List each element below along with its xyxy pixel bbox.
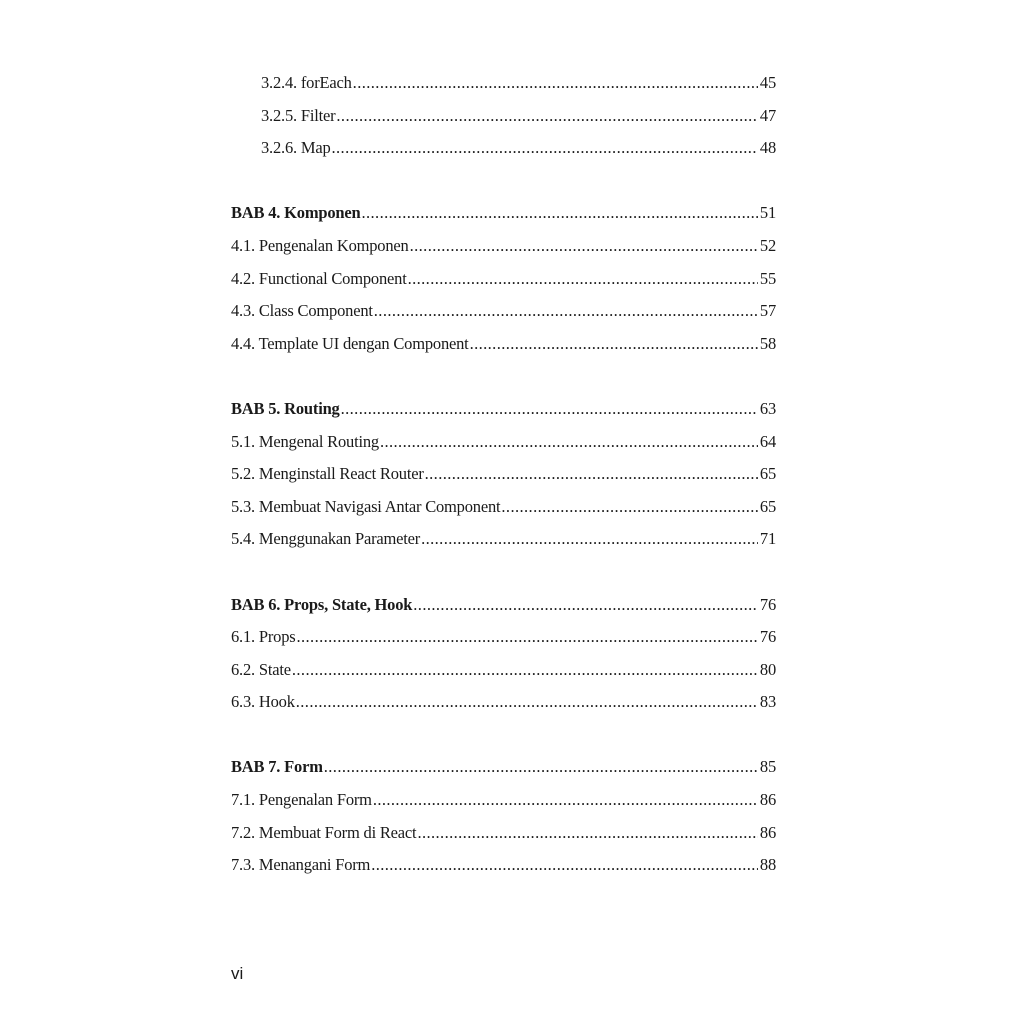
dot-leader — [470, 328, 758, 361]
dot-leader — [353, 67, 758, 100]
toc-entry-title: 6.3. Hook — [231, 692, 295, 712]
dot-leader — [341, 393, 758, 426]
toc-entry-page: 86 — [759, 822, 776, 842]
toc-entry-page: 65 — [759, 464, 776, 484]
section-gap — [231, 165, 776, 198]
toc-entry-title: 4.4. Template UI dengan Component — [231, 333, 469, 353]
toc-entry-title: 5.1. Mengenal Routing — [231, 431, 379, 451]
toc-entry-page: 83 — [759, 692, 776, 712]
toc-entry-6-3 — [231, 686, 776, 719]
toc-entry-page: 58 — [759, 333, 776, 353]
dot-leader — [380, 426, 758, 459]
toc-chapter-page: 51 — [759, 203, 776, 223]
toc-chapter-bab-6 — [231, 589, 776, 622]
dot-leader — [373, 784, 758, 817]
toc-entry-7-2 — [231, 817, 776, 850]
page-number: vi — [231, 964, 244, 983]
dot-leader — [421, 523, 758, 556]
dot-leader — [296, 621, 757, 654]
dot-leader — [417, 817, 757, 850]
toc-chapter-bab-5 — [231, 393, 776, 426]
toc-entry-title: 7.1. Pengenalan Form — [231, 790, 372, 810]
toc-entry-5-2 — [231, 458, 776, 491]
toc-entry-title: 4.3. Class Component — [231, 301, 373, 321]
toc-entry-title: 7.3. Menangani Form — [231, 855, 371, 875]
dot-leader — [425, 458, 758, 491]
dot-leader — [410, 230, 758, 263]
toc-entry-6-2 — [231, 654, 776, 687]
toc-entry-page: 64 — [759, 431, 776, 451]
toc-entry-page: 65 — [759, 496, 776, 516]
toc-entry-title: 7.2. Membuat Form di React — [231, 822, 417, 842]
table-of-contents — [231, 67, 776, 882]
toc-entry-page: 76 — [759, 627, 776, 647]
toc-entry-page: 71 — [759, 529, 776, 549]
toc-chapter-bab-4 — [231, 197, 776, 230]
toc-entry-page: 80 — [759, 659, 776, 679]
toc-entry-title: 4.2. Functional Component — [231, 268, 407, 288]
section-gap — [231, 719, 776, 752]
dot-leader — [292, 654, 758, 687]
dot-leader — [371, 849, 758, 882]
toc-entry-title: 3.2.4. forEach — [261, 73, 352, 92]
toc-entry-title: 6.2. State — [231, 659, 291, 679]
toc-entry-title: 5.4. Menggunakan Parameter — [231, 529, 421, 549]
toc-chapter-page: 85 — [759, 757, 776, 777]
dot-leader — [324, 751, 758, 784]
toc-entry-3-2-6 — [231, 132, 776, 165]
toc-entry-title: 6.1. Props — [231, 627, 296, 647]
dot-leader — [296, 686, 758, 719]
toc-entry-title: 3.2.5. Filter — [261, 105, 336, 125]
toc-entry-page: 55 — [759, 268, 776, 288]
dot-leader — [408, 263, 758, 296]
toc-entry-7-3 — [231, 849, 776, 882]
dot-leader — [413, 589, 758, 622]
toc-entry-4-1 — [231, 230, 776, 263]
toc-chapter-title: BAB 7. Form — [231, 757, 323, 777]
toc-entry-4-3 — [231, 295, 776, 328]
toc-entry-page: 86 — [759, 790, 776, 810]
toc-entry-5-1 — [231, 426, 776, 459]
dot-leader — [332, 132, 758, 165]
dot-leader — [374, 295, 758, 328]
toc-chapter-title: BAB 4. Komponen — [231, 203, 361, 223]
toc-entry-page: 45 — [759, 73, 776, 92]
toc-entry-page: 47 — [759, 105, 776, 125]
toc-entry-7-1 — [231, 784, 776, 817]
toc-entry-5-4 — [231, 523, 776, 556]
toc-entry-page: 57 — [759, 301, 776, 321]
section-gap — [231, 360, 776, 393]
toc-chapter-title: BAB 6. Props, State, Hook — [231, 594, 413, 614]
toc-chapter-title: BAB 5. Routing — [231, 398, 340, 418]
toc-entry-6-1 — [231, 621, 776, 654]
toc-entry-page: 48 — [759, 138, 776, 158]
dot-leader — [336, 100, 757, 133]
dot-leader — [501, 491, 757, 524]
dot-leader — [361, 197, 757, 230]
toc-entry-3-2-5 — [231, 100, 776, 133]
toc-entry-title: 4.1. Pengenalan Komponen — [231, 235, 409, 255]
toc-entry-4-4 — [231, 328, 776, 361]
toc-entry-title: 3.2.6. Map — [261, 138, 331, 158]
toc-chapter-page: 76 — [759, 594, 776, 614]
section-gap — [231, 556, 776, 589]
toc-entry-title: 5.2. Menginstall React Router — [231, 464, 424, 484]
toc-entry-page: 52 — [759, 235, 776, 255]
toc-entry-5-3 — [231, 491, 776, 524]
toc-entry-page: 88 — [759, 855, 776, 875]
toc-entry-title: 5.3. Membuat Navigasi Antar Component — [231, 496, 501, 516]
toc-entry-3-2-4 — [231, 67, 776, 100]
toc-entry-4-2 — [231, 263, 776, 296]
toc-chapter-bab-7 — [231, 751, 776, 784]
toc-chapter-page: 63 — [759, 398, 776, 418]
